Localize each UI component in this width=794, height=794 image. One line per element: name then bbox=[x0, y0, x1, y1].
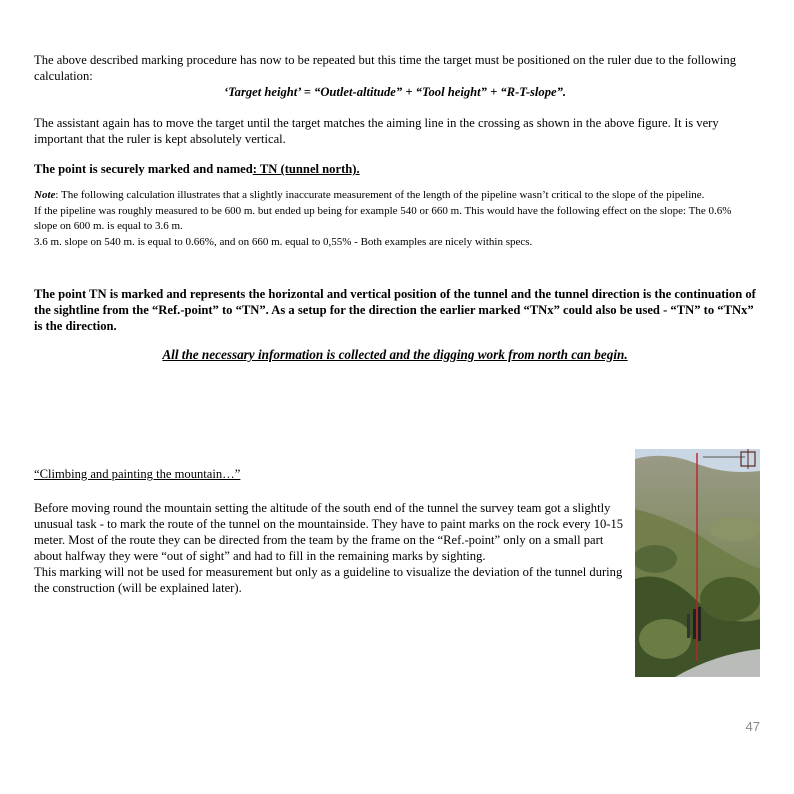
note-block bbox=[34, 188, 756, 250]
tn-direction-paragraph: The point TN is marked and represents the horizontal and vertical position of the tunnel and the tunnel direction is the continuation of the sightline from the “Ref.-point” to “TN”. As a setup for the direction the earlier marked “TNx” could also be used - “TN” to “TNx” is the direction. bbox=[34, 287, 756, 333]
target-height-formula: ‘Target height’ = “Outlet-altitude” + “Tool height” + “R-T-slope”. bbox=[223, 85, 567, 99]
climb-text-2: This marking will not be used for measurement but only as a guideline to visualize the deviation of the tunnel during the construction (will be explained later). bbox=[34, 565, 623, 595]
page-number: 47 bbox=[745, 719, 760, 734]
climb-paragraph bbox=[34, 500, 624, 596]
intro-text: The above described marking procedure has now to be repeated but this time the target must be positioned on the ruler due to the following calculation: bbox=[34, 53, 737, 83]
climb-heading: “Climbing and painting the mountain…” bbox=[34, 467, 241, 481]
intro-paragraph bbox=[34, 52, 756, 100]
mountainside-photo bbox=[635, 449, 760, 677]
point-named-prefix: The point is securely marked and named bbox=[34, 162, 253, 176]
note-line-2: If the pipeline was roughly measured to be 600 m. but ended up being for example 540 or 660 m. This would have the following effect on the slope: The 0.6% slope on 600 m. is equal to 3.6 m. bbox=[34, 204, 732, 232]
climb-text-1: Before moving round the mountain setting the altitude of the south end of the tunnel the survey team got a slightly unusual task - to mark the route of the tunnel on the mountainside. They have to paint marks on the rock every 10-15 meter. Most of the route they can be directed from the team by the frame on the “Ref.-point” only on a small part about halfway they were “out of sight” and had to fill in the remaining marks by sighting. bbox=[34, 501, 624, 563]
point-name-tn: : TN (tunnel north). bbox=[252, 162, 360, 176]
conclusion-line: All the necessary information is collected and the digging work from north can begin. bbox=[162, 347, 628, 362]
assistant-paragraph: The assistant again has to move the target until the target matches the aiming line in the crossing as shown in the above figure. It is very important that the ruler is kept absolutely vertical. bbox=[34, 116, 719, 146]
note-line-1: Note: The following calculation illustrates that a slightly inaccurate measurement of the length of the pipeline wasn’t critical to the slope of the pipeline. bbox=[34, 189, 705, 201]
point-named-paragraph bbox=[34, 161, 756, 177]
note-line-3: 3.6 m. slope on 540 m. is equal to 0.66%, and on 660 m. equal to 0,55% - Both examples are nicely within specs. bbox=[34, 235, 533, 248]
note-label: Note bbox=[34, 189, 56, 201]
